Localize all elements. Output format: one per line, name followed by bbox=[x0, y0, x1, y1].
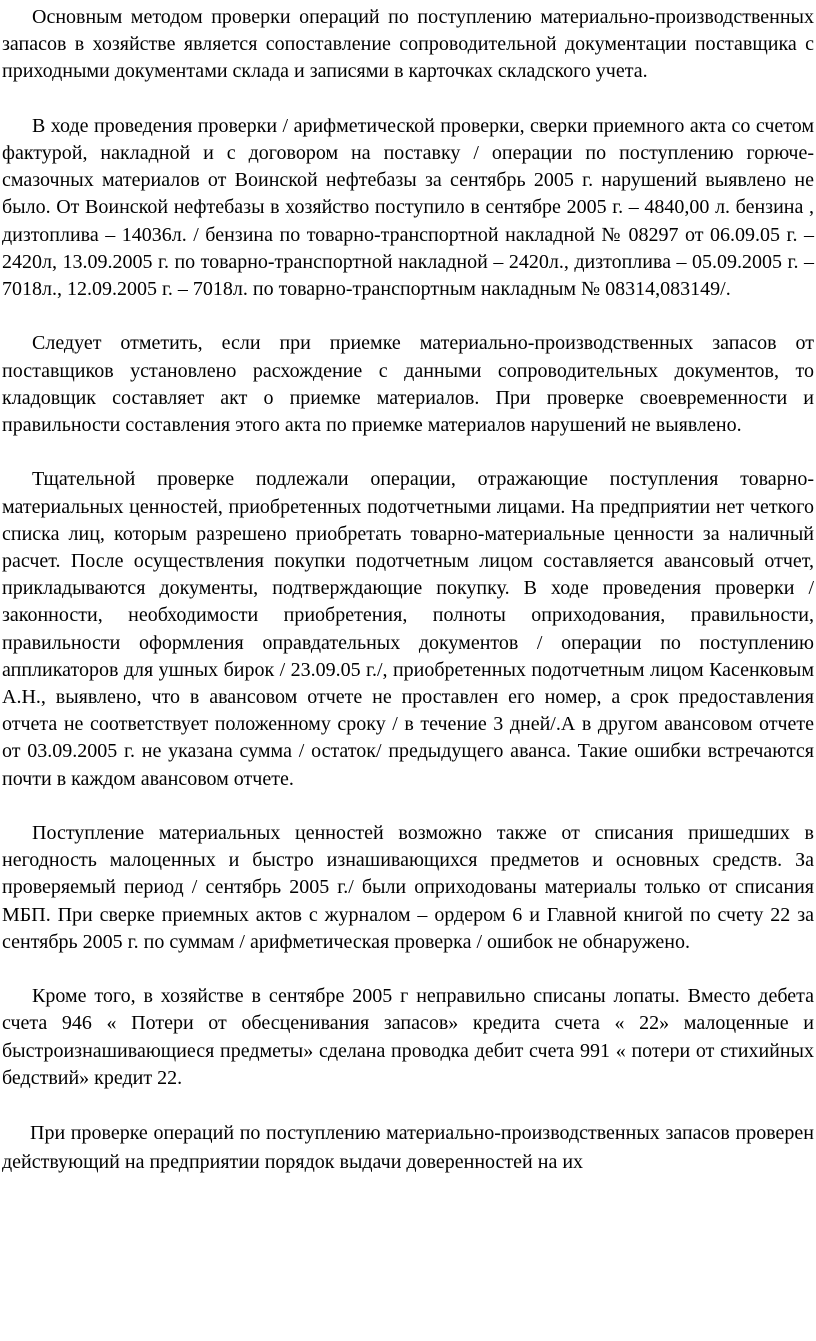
paragraph-inspection-method: Основным методом проверки операций по поступлению материально-производственных запасов в хозяйстве является сопоставление сопроводительной документации поставщика с приходными документами склада и записями в карточках складского учета. bbox=[2, 6, 814, 83]
paragraph-power-of-attorney: При проверке операций по поступлению материально-производственных запасов проверен действующий на предприятии порядок выдачи доверенностей на их bbox=[2, 1122, 814, 1174]
paragraph-fuel-receipt: В ходе проведения проверки / арифметической проверки, сверки приемного акта со счетом фактурой, накладной и с договором на поставку / операции по поступлению горюче-смазочных материалов от Воинской нефтебазы за сентябрь 2005 г. нарушений выявлено не было. От Воинской нефтебазы в хозяйство поступило в сентябре 2005 г. – 4840,00 л. бензина , дизтоплива – 14036л. / бензина по товарно-транспортной накладной № 08297 от 06.09.05 г. – 2420л, 13.09.2005 г. по товарно-транспортной накладной – 2420л., дизтоплива – 05.09.2005 г. – 7018л., 12.09.2005 г. – 7018л. по товарно-транспортным накладным № 08314,083149/. bbox=[2, 114, 814, 301]
paragraph-shovels-write-off: Кроме того, в хозяйстве в сентябре 2005 г неправильно списаны лопаты. Вместо дебета счета 946 « Потери от обесценивания запасов» кредита счета « 22» малоценные и быстроизнашивающиеся предметы» сделана проводка дебит счета 991 « потери от стихийных бедствий» кредит 22. bbox=[2, 985, 814, 1089]
paragraph-accountable-persons: Тщательной проверке подлежали операции, отражающие поступления товарно-материальных ценностей, приобретенных подотчетными лицами. На предприятии нет четкого списка лиц, которым разрешено приобретать товарно-материальные ценности за наличный расчет. После осуществления покупки подотчетным лицом составляется авансовый отчет, прикладываются документы, подтверждающие покупку. В ходе проведения проверки / законности, необходимости приобретения, полноты оприходования, правильности, правильности оформления оправдательных документов / операции по поступлению аппликаторов для ушных бирок / 23.09.05 г./, приобретенных подотчетным лицом Касенковым А.Н., выявлено, что в авансовом отчете не проставлен его номер, а срок предоставления отчета не соответствует положенному сроку / в течение 3 дней/.А в другом авансовом отчете от 03.09.2005 г. не указана сумма / остаток/ предыдущего аванса. Такие ошибки встречаются почти в каждом авансовом отчете. bbox=[2, 468, 814, 790]
paragraph-write-off-receipts: Поступление материальных ценностей возможно также от списания пришедших в негодность малоценных и быстро изнашивающихся предметов и основных средств. За проверяемый период / сентябрь 2005 г./ были оприходованы материалы только от списания МБП. При сверке приемных актов с журналом – ордером 6 и Главной книгой по счету 22 за сентябрь 2005 г. по суммам / арифметическая проверка / ошибок не обнаружено. bbox=[2, 822, 814, 953]
paragraph-acceptance-act: Следует отметить, если при приемке материально-производственных запасов от поставщиков установлено расхождение с данными сопроводительных документов, то кладовщик составляет акт о приемке материалов. При проверке своевременности и правильности составления этого акта по приемке материалов нарушений не выявлено. bbox=[2, 332, 814, 437]
